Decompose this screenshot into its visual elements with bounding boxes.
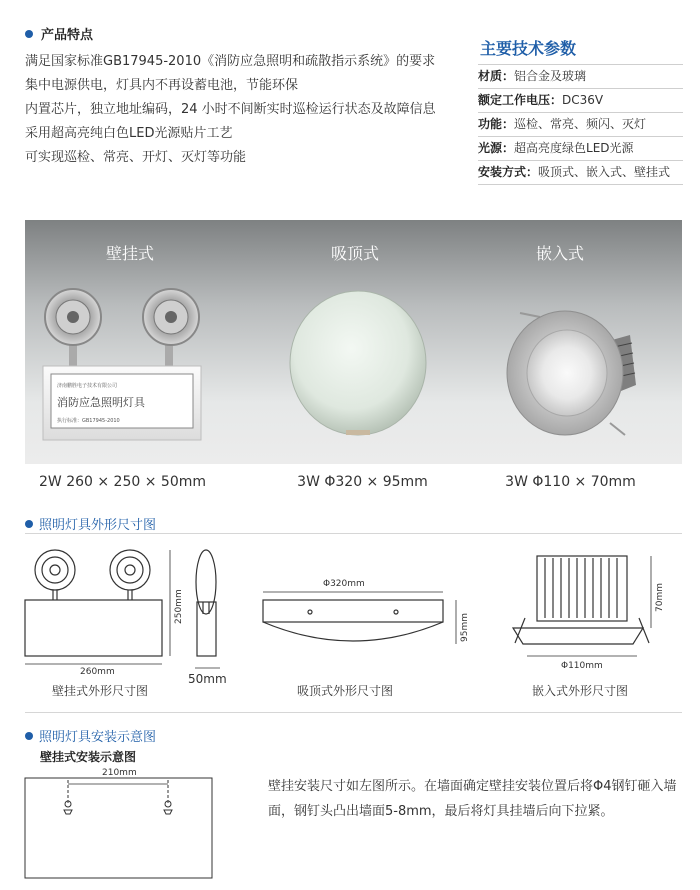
features-title: 产品特点 xyxy=(41,28,94,43)
ceiling-dimension-caption: 吸顶式外形尺寸图 xyxy=(296,684,393,698)
specs-table xyxy=(478,64,683,185)
dimensions-title: 照明灯具外形尺寸图 xyxy=(39,518,157,533)
spec-label: 材质： xyxy=(478,69,515,83)
install-subtitle: 壁挂式安装示意图 xyxy=(40,750,137,764)
panel-std-text: 执行标准：GB17945-2010 xyxy=(57,418,120,424)
spec-value: 铝合金及玻璃 xyxy=(514,69,587,83)
install-spacing-label: 210mm xyxy=(102,768,137,778)
product-type-label: 吸顶式 xyxy=(330,244,379,263)
install-title: 照明灯具安装示意图 xyxy=(39,730,157,745)
spec-label: 额定工作电压： xyxy=(478,93,563,107)
divider xyxy=(25,533,682,534)
wall-lamp-image xyxy=(35,282,210,442)
feature-line: 可实现巡检、常亮、开灯、灭灯等功能 xyxy=(25,150,247,165)
feature-line: 内置芯片，独立地址编码，24 小时不间断实时巡检运行状态及故障信息 xyxy=(25,102,436,117)
recessed-dimension-caption: 嵌入式外形尺寸图 xyxy=(531,684,628,698)
recessed-diameter-label: Φ110mm xyxy=(561,661,603,671)
divider xyxy=(25,712,682,713)
product-type-label: 壁挂式 xyxy=(105,244,154,263)
product-spec: 3W Φ320 × 95mm xyxy=(297,474,428,490)
recessed-lamp-image xyxy=(500,295,645,445)
product-type-label: 嵌入式 xyxy=(535,244,584,263)
spec-value: 巡检、常亮、频闪、灭灯 xyxy=(514,117,647,131)
spec-value: DC36V xyxy=(562,93,604,107)
ceiling-lamp-image xyxy=(288,290,428,440)
spec-row xyxy=(478,113,683,137)
wall-depth-label: 50mm xyxy=(188,672,227,686)
spec-value: 超高亮度绿色LED光源 xyxy=(514,141,634,155)
bullet-dot-icon xyxy=(25,732,33,740)
spec-row xyxy=(478,137,683,161)
wall-height-label: 250mm xyxy=(174,589,184,624)
recessed-dimension-drawing xyxy=(505,548,665,673)
install-description: 壁挂安装尺寸如左图所示。在墙面确定壁挂安装位置后将Φ4钢钉砸入墙面，钢钉头凸出墙面5-8mm，最后将灯具挂墙后向下拉紧。 xyxy=(268,779,677,819)
product-spec: 3W Φ110 × 70mm xyxy=(505,474,636,490)
spec-label: 光源： xyxy=(478,141,515,155)
specs-title: 主要技术参数 xyxy=(480,39,577,58)
panel-main-text: 消防应急照明灯具 xyxy=(57,396,145,409)
panel-small-text: 济南鹏胜电子技术有限公司 xyxy=(57,383,118,389)
ceiling-diameter-label: Φ320mm xyxy=(323,579,365,589)
ceiling-dimension-drawing xyxy=(258,572,468,662)
dimensions-heading xyxy=(25,514,156,533)
install-heading xyxy=(25,726,156,745)
spec-row xyxy=(478,161,683,185)
product-spec: 2W 260 × 250 × 50mm xyxy=(39,474,206,490)
spec-row xyxy=(478,65,683,89)
features-list xyxy=(25,50,436,170)
spec-value: 吸顶式、嵌入式、壁挂式 xyxy=(538,165,671,179)
wall-dimension-drawing xyxy=(20,542,240,682)
feature-line: 满足国家标准GB17945-2010《消防应急照明和疏散指示系统》的要求 xyxy=(25,54,436,69)
bullet-dot-icon xyxy=(25,520,33,528)
feature-line: 采用超高亮纯白色LED光源贴片工艺 xyxy=(25,126,233,141)
spec-label: 安装方式： xyxy=(478,165,539,179)
install-diagram xyxy=(20,766,220,881)
ceiling-height-label: 95mm xyxy=(460,613,470,642)
wall-dimension-caption: 壁挂式外形尺寸图 xyxy=(51,684,148,698)
feature-line: 集中电源供电，灯具内不再设蓄电池，节能环保 xyxy=(25,78,299,93)
features-heading xyxy=(25,24,93,43)
recessed-height-label: 70mm xyxy=(655,583,665,612)
spec-label: 功能： xyxy=(478,117,515,131)
wall-width-label: 260mm xyxy=(80,667,115,677)
spec-row xyxy=(478,89,683,113)
bullet-dot-icon xyxy=(25,30,33,38)
